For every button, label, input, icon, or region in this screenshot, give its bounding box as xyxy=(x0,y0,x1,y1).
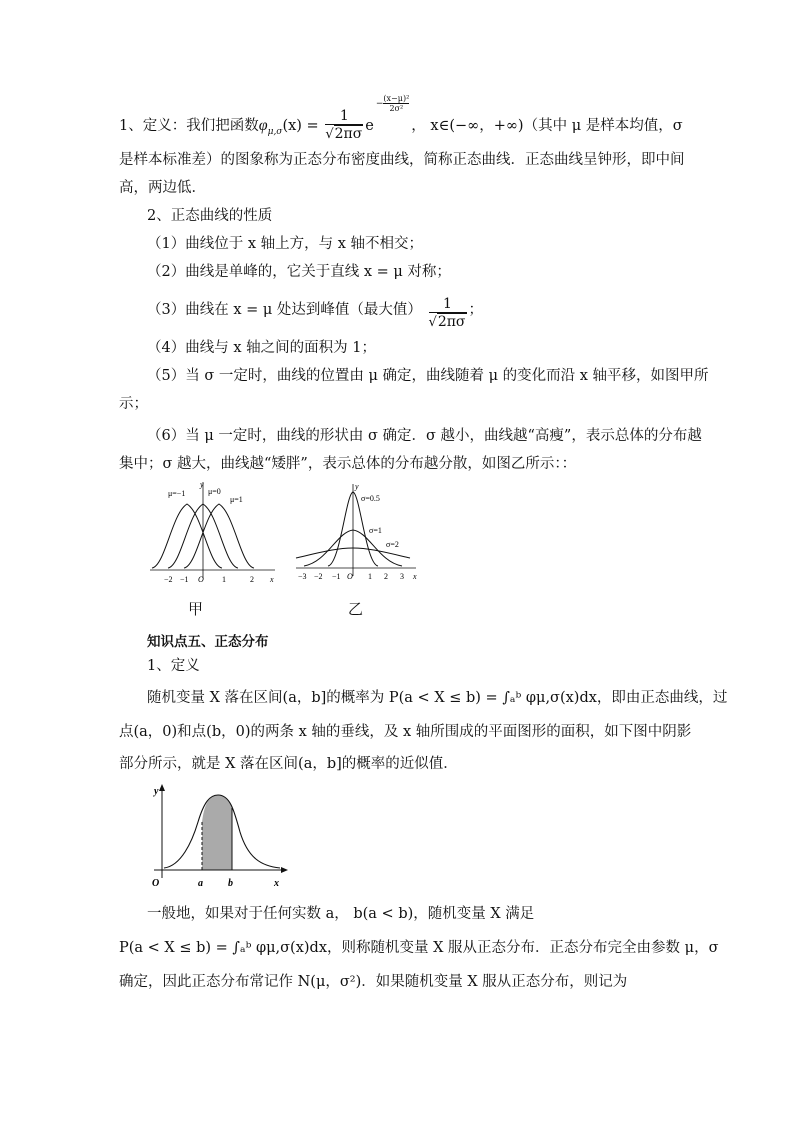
peak-denominator: 2πσ xyxy=(437,314,466,330)
section-heading: 知识点五、正态分布 xyxy=(147,634,269,650)
property-4: （4）曲线与 x 轴之间的面积为 1； xyxy=(147,340,376,356)
a-label: a xyxy=(198,878,203,889)
figure-jia xyxy=(140,478,280,588)
section-line-1: 随机变量 X 落在区间(a，b]的概率为 P(a < X ≤ b) = ∫ₐᵇ φμ,σ(x)dx，即由正态曲线，过 xyxy=(147,690,728,706)
tick-origin: O xyxy=(198,575,204,584)
definition-line-2: 是样本标准差）的图象称为正态分布密度曲线，简称正态曲线．正态曲线呈钟形，即中间 xyxy=(119,152,685,168)
property-6a: （6）当 μ 一定时，曲线的形状由 σ 确定．σ 越小，曲线越“高瘦”，表示总体的分布越 xyxy=(147,428,702,444)
tick-neg3: −3 xyxy=(298,572,307,581)
label-mu-1: μ=1 xyxy=(230,495,243,504)
general-line-3: 确定，因此正态分布常记作 N(μ，σ²)．如果随机变量 X 服从正态分布，则记为 xyxy=(119,974,628,990)
definition-line-3: 高，两边低． xyxy=(119,180,206,196)
tick-3: 3 xyxy=(400,572,404,581)
label-mu-neg1: μ=−1 xyxy=(168,489,186,498)
property-5b: 示； xyxy=(119,396,148,412)
exponent-fraction: − $\frac{\text{(x−μ)²}}{\text{2σ²}}$ xyxy=(375,94,410,113)
peak-fraction: $\frac{1}{√2\pi\sigma}$ xyxy=(428,296,466,330)
property-1: （1）曲线位于 x 轴上方，与 x 轴不相交； xyxy=(147,236,424,252)
caption-jia: 甲 xyxy=(188,600,204,618)
tick-neg1: −1 xyxy=(332,572,341,581)
label-sigma-2: σ=2 xyxy=(386,540,399,549)
tick-neg2: −2 xyxy=(164,575,173,584)
y-arrow xyxy=(159,784,165,791)
property-5a: （5）当 σ 一定时，曲线的位置由 μ 确定，曲线随着 μ 的变化而沿 x 轴平移，如图甲所 xyxy=(147,368,709,384)
y-label: y xyxy=(200,480,204,489)
general-line-2: P(a < X ≤ b) = ∫ₐᵇ φμ,σ(x)dx，则称随机变量 X 服从正态分布．正态分布完全由参数 μ，σ xyxy=(119,940,719,956)
tick-2: 2 xyxy=(384,572,388,581)
fraction-numerator: 1 xyxy=(325,108,363,125)
property-3 xyxy=(147,292,483,328)
tick-origin: O xyxy=(347,572,353,581)
figure-shaded-area xyxy=(146,782,296,894)
property-3-lead: （3）曲线在 x = μ 处达到峰值（最大值） xyxy=(147,302,422,318)
phi-args: (x) = xyxy=(282,118,319,134)
x-label: x xyxy=(413,572,417,581)
figure-yi xyxy=(292,480,422,586)
properties-heading: 2、正态曲线的性质 xyxy=(147,208,273,224)
x-arrow xyxy=(281,867,288,873)
property-3-tail: ； xyxy=(468,302,483,318)
label-sigma-0.5: σ=0.5 xyxy=(361,494,380,503)
x-label: x xyxy=(270,575,274,584)
tick-1: 1 xyxy=(368,572,372,581)
y-label: y xyxy=(355,482,359,491)
section-line-3: 部分所示，就是 X 落在区间(a，b]的概率的近似值． xyxy=(119,756,458,772)
section-line-2: 点(a，0)和点(b，0)的两条 x 轴的垂线，及 x 轴所围成的平面图形的面积，如下图中阴影 xyxy=(119,724,692,740)
y-label: y xyxy=(154,786,159,797)
density-fraction: $\frac{1}{√2\pi\sigma}$ xyxy=(325,108,363,142)
phi-subscript: μ,σ xyxy=(267,126,283,137)
definition-lead: 1、定义：我们把函数 xyxy=(119,118,259,134)
property-2: （2）曲线是单峰的，它关于直线 x = μ 对称； xyxy=(147,264,451,280)
tick-neg1: −1 xyxy=(180,575,189,584)
shaded-region xyxy=(202,795,232,870)
x-label: x xyxy=(274,878,279,889)
label-mu-0: μ=0 xyxy=(208,487,221,496)
tick-neg2: −2 xyxy=(314,572,323,581)
fraction-denominator: 2πσ xyxy=(334,126,363,142)
label-sigma-1: σ=1 xyxy=(369,526,382,535)
b-label: b xyxy=(228,878,233,889)
caption-yi: 乙 xyxy=(348,600,364,618)
origin-label: O xyxy=(152,878,160,889)
euler-e: e xyxy=(365,118,374,134)
tick-1: 1 xyxy=(222,575,226,584)
exponent-numerator: (x−μ)² xyxy=(383,94,410,103)
definition-tail: （其中 μ 是样本均值，σ xyxy=(523,118,683,134)
general-line-1: 一般地，如果对于任何实数 a， b(a < b)，随机变量 X 满足 xyxy=(147,906,535,922)
exponent-denominator: 2σ² xyxy=(389,104,404,113)
domain-text: ， x∈(−∞，+∞) xyxy=(411,118,524,134)
tick-2: 2 xyxy=(250,575,254,584)
property-6b: 集中；σ 越大，曲线越“矮胖”，表示总体的分布越分散，如图乙所示：： xyxy=(119,456,577,472)
definition-line-1: 1、定义：我们把函数$\varphi_{\mu,\sigma}(x)$ = $\frac{1}{√2\pi\sigma}$ e− $\frac{\text{(x−μ)²}}{\text{2σ²}}$ ， x∈(−∞，+∞)（其中 μ 是样本均值，σ xyxy=(119,94,683,142)
section-def-heading: 1、定义 xyxy=(147,658,200,674)
peak-numerator: 1 xyxy=(429,296,467,313)
